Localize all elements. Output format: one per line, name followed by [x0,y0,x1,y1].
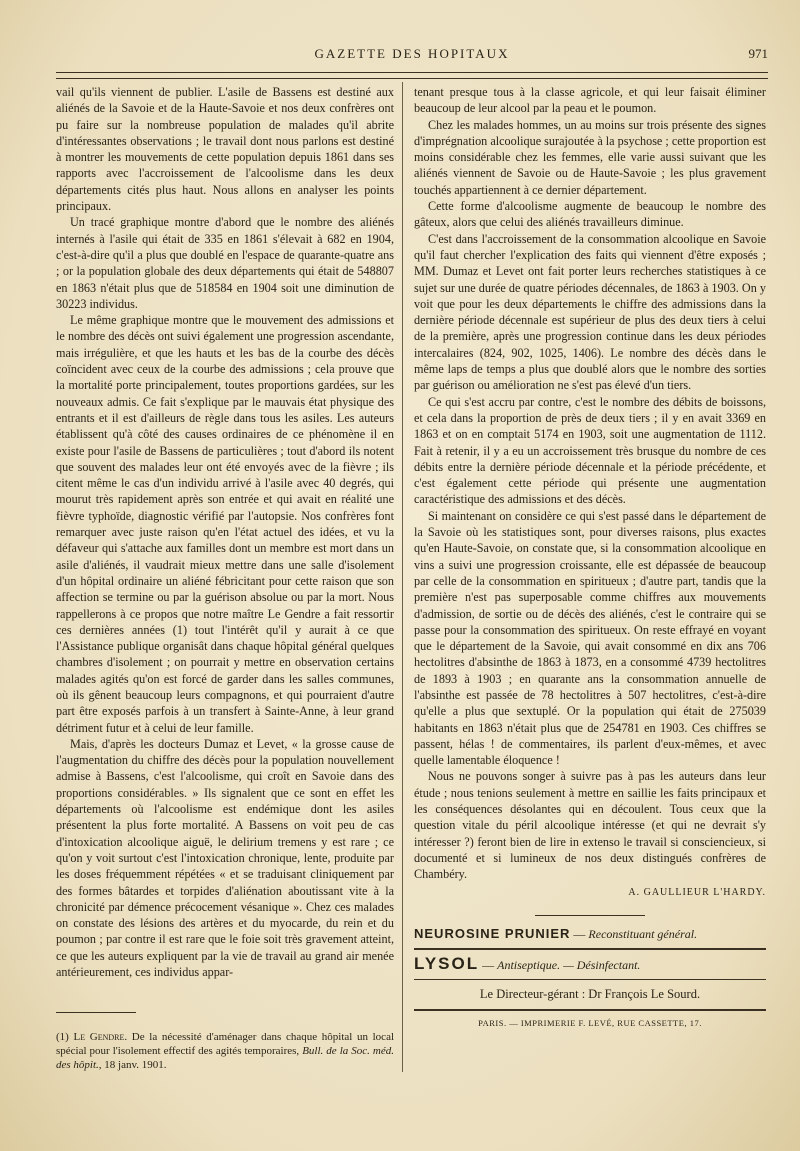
advertisement-lysol [414,956,766,973]
paragraph: Mais, d'après les docteurs Dumaz et Levet, « la grosse cause de l'augmentation du chiffre des décès pour la population nouvellement admise à Bassens, c'est l'alcoolisme, qui croît en Savoie dans des proportions considérables. » Ils signalent que ce sont en effet les départements où l'alcoolisme est endémique dont les asiles présentent la plus forte mortalité. A Bassens on voit peu de cas d'intoxication alcoolique aiguë, le delirium tremens y est rare ; ce qu'on y voit surtout c'est l'intoxication chronique, lente, produite par les doses fréquemment répétées « et se traduisant cliniquement par des formes bâtardes et torpides d'aliénation aboutissant vite à la chronicité par démence précocement vésanique ». Chez ces malades on constate des lésions des artères et du myocarde, du rein et du poumon ; par contre il est rare que le foie soit très gravement atteint, ce que les auteurs expliquent par la vie de travail au grand air menée antérieurement, ces individus appar- [56,736,394,980]
paragraph: Ce qui s'est accru par contre, c'est le nombre des débits de boissons, et cela dans la proportion de près de deux tiers ; il y en avait 3369 en 1863 et on en comptait 5174 en 1903, soit une augmentation de 1112. Fait à retenir, il y a eu un accroissement très brusque du nombre de ces débits entre la dernière période décennale et la période précédente, et c'est également cette période qui présente une augmentation caractéristique des admissions et des décès. [414,394,766,507]
director-line: Le Directeur-gérant : Dr François Le Sourd. [479,987,701,1002]
advertisement-neurosine [414,926,766,942]
paragraph: Le même graphique montre que le mouvement des admissions et le nombre des décès ont suivi également une progression ascendante, mais irrégulière, et que les hauts et les bas de la courbe des décès coïncident avec ceux de la courbe des admissions ; cela prouve que la mortalité porte principalement, toutes proportions gardées, sur les nouveaux admis. Ce fait s'explique par le mauvais état physique des entrants et il est d'ailleurs de règle dans tous les asiles. Les auteurs établissent qu'à côté des causes ordinaires de ce phénomène il en existe pour l'asile de Bassens de particulières ; tout d'abord ils notent que souvent des malades leur ont été envoyés avec de la fièvre ; ils citent même le cas d'un individu arrivé à l'asile avec 40 degrés, qui mourut très rapidement après son entrée et qui avait en réalité une fièvre typhoïde, diagnostic vérifié par l'autopsie. Nos confrères font remarquer avec juste raison qu'en l'état actuel des idées, et vu la défaveur qui s'attache aux familles dont un membre est mort dans un asile d'aliénés, il vaudrait mieux mettre dans une salle d'isolement d'un hôpital ordinaire un aliéné fébricitant pour cette raison que son affection se termine ou par la guérison absolue ou par la mort. Nous rappellerons à ce propos que notre maître Le Gendre a fait ressortir ces dernières années (1) tout l'intérêt qu'il y aurait à ce que l'Assistance publique organisât dans chaque hôpital général quelques chambres d'isolement ; on pourrait y mettre en observation certains malades agités qu'on est forcé de garder dans les salles communes, où ils gênent beaucoup leurs compagnons, et qui pourraient d'autre part être exposés parfois à un transfert à Sainte-Anne, à leur grand détriment futur et à celui de leur famille. [56,313,394,735]
footnote-marker: (1) [56,1031,69,1043]
footnote [56,1030,394,1072]
paragraph: C'est dans l'accroissement de la consommation alcoolique en Savoie qu'il faut chercher l'explication des faits qui viennent d'être exposés ; MM. Dumaz et Levet ont fait porter leurs recherches statistiques à ce sujet sur une durée de quatre périodes décennales, de 1863 à 1903. On y voit que pour les deux départements le chiffre des admissions dans la dernière période décennale est supérieur de plus des deux tiers à celui de la première, après une progression continue dans les deux périodes intercalaires (824, 902, 1025, 1406). Le nombre des décès dans le même laps de temps a plus que doublé alors que le nombre des sorties par guérison ou amélioration ne s'est pas élevé d'un tiers. [414,231,766,393]
footnote-source: Bull. de la Soc. méd. des hôpit. [56,1045,395,1071]
header-rule [56,72,768,73]
author-signature: A. GAULLIEUR L'HARDY. [628,886,766,898]
paragraph: vail qu'ils viennent de publier. L'asile de Bassens est destiné aux aliénés de la Savoie et de la Haute-Savoie et nos deux confrères ont pu faire sur la nombreuse population de malades qu'il abrite d'intéressantes observations ; le travail dont nous parlons est destiné à montrer les mouvements de cette population depuis 1861 dans ses rapports avec l'accroissement de l'alcoolisme dans les deux départements cités plus haut. Nous allons en analyser les points principaux. [56,85,394,214]
column-separator [402,82,403,1072]
ad-brand: NEUROSINE PRUNIER [414,925,571,941]
footnote-rule [56,1012,136,1013]
paragraph: Cette forme d'alcoolisme augmente de beaucoup le nombre des gâteux, alors que celui des aliénés travailleurs diminue. [414,199,766,230]
ad-description: Antiseptique. — Désinfectant. [497,958,641,973]
ad-rule [414,948,766,950]
ad-description: Reconstituant général. [588,926,698,941]
section-divider [535,915,645,916]
page-number: 971 [748,46,768,61]
footnote-text: . De la nécessité d'aménager dans chaque hôpital un local spécial pour l'isolement effectif des agités temporaires, [56,1031,395,1057]
page-header [56,46,768,62]
ad-rule [414,979,766,980]
left-column [56,84,394,980]
footnote-author: Le Gendre [73,1031,125,1043]
header-rule-double [56,78,768,79]
journal-title: GAZETTE DES HOPITAUX [314,46,510,61]
ad-rule [414,1009,766,1011]
paragraph: Si maintenant on considère ce qui s'est passé dans le département de la Savoie où les statistiques sont, pour diverses raisons, plus exactes qu'en Haute-Savoie, on constate que, si la consommation alcoolique en vins a suivi une progression croissante, elle est dépassée de beaucoup par celle de la consommation en spiritueux ; d'autre part, tandis que la première n'est pas superposable comme chiffres aux mouvements d'admission, de sortie ou de décès des aliénés, c'est le contraire qui se passe pour la consommation des spiritueux. On reste effrayé en voyant que le département de la Savoie, qui avait consommé en dix ans 706 hectolitres d'absinthe de 1863 à 1873, en a consommé 4739 hectolitres de 1893 à 1903 ; en quarante ans la consommation annuelle de l'absinthe est passée de 78 hectolitres à 507 hectolitres, c'est-à-dire qu'elle a plus que sextuplé. Or la population qui était de 275039 habitants en 1863 n'était plus que de 254781 en 1903. Ces chiffres se passent, hélas ! de commentaires, ils parlent d'eux-mêmes, et avec quelle lamentable éloquence ! [414,508,766,768]
ad-separator: — [570,926,589,941]
printer-line: PARIS. — IMPRIMERIE F. LEVÉ, RUE CASSETTE, 17. [478,1017,702,1028]
ad-separator: — [479,958,498,973]
paragraph: Nous ne pouvons songer à suivre pas à pas les auteurs dans leur étude ; nous tenions seulement à mettre en saillie les faits principaux et les conséquences désolantes qui en découlent. Tous ceux que la question vitale du péril alcoolique intéresse (et qui ne devrait s'y intéresser ?) feront bien de lire in extenso le travail si consciencieux, si documenté et si lumineux de nos deux distingués confrères de Chambéry. [414,769,766,882]
paragraph: tenant presque tous à la classe agricole, et qui leur faisait éliminer beaucoup de leur alcool par la peau et le poumon. [414,85,766,116]
paragraph: Chez les malades hommes, un au moins sur trois présente des signes d'imprégnation alcoolique surajoutée à la psychose ; cette proportion est moins considérable chez les femmes, elle varie aussi suivant que les aliénés viennent de Savoie ou de Haute-Savoie ; les plus gravement touchés appartiennent à ce dernier département. [414,117,766,197]
footnote-date: , 18 janv. 1901. [98,1059,167,1071]
right-column [414,84,766,1031]
ad-brand: LYSOL [414,954,480,974]
paragraph: Un tracé graphique montre d'abord que le nombre des aliénés internés à l'asile qui était de 335 en 1861 s'élevait à 682 en 1904, c'est-à-dire qu'il a plus que doublé en l'espace de quarante-quatre ans ; or la population globale des deux départements qui était de 548807 en 1863 n'était plus que de 518584 en 1904 soit une diminution de 30223 individus. [56,215,394,311]
